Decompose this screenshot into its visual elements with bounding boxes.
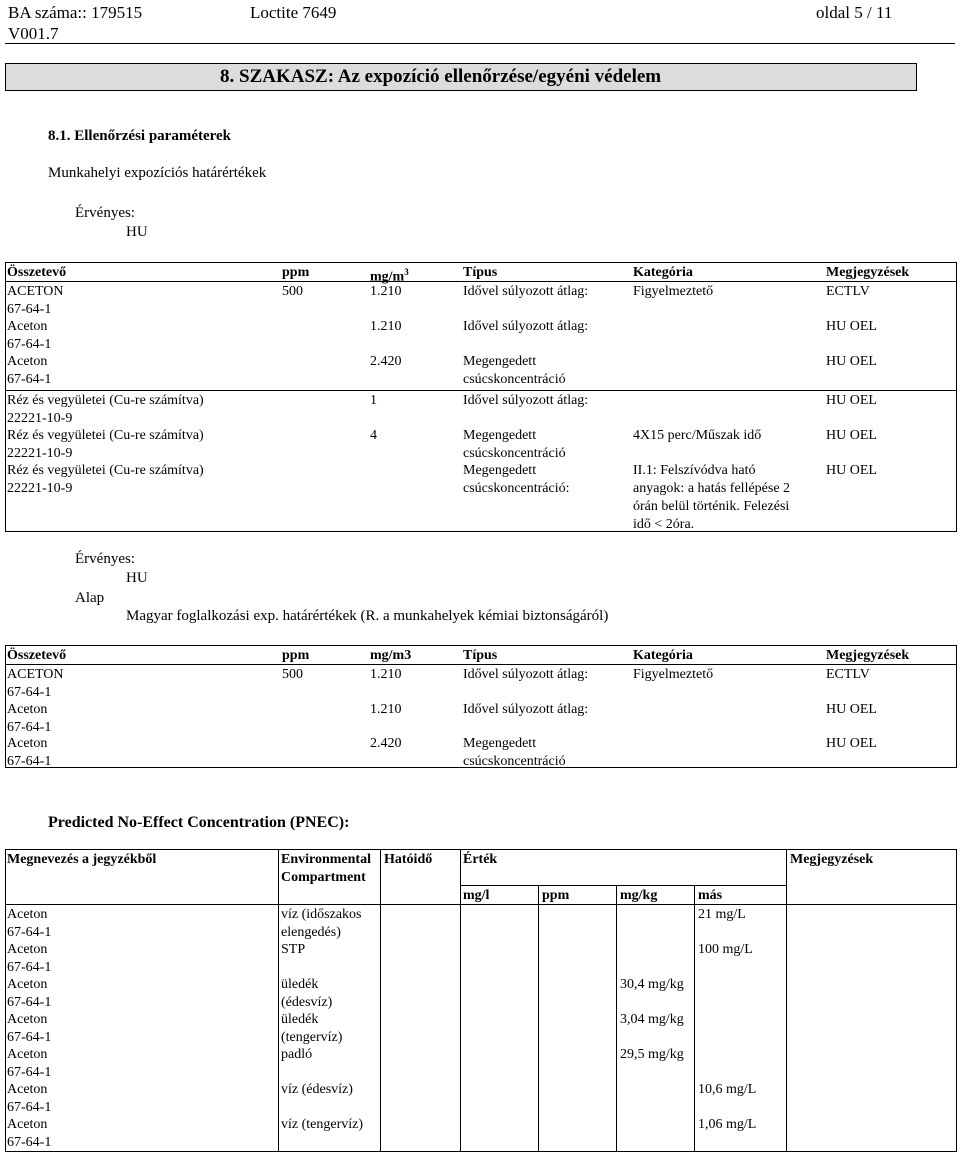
valid-value-2: HU: [126, 570, 148, 586]
col-header-ppm: ppm: [282, 265, 310, 280]
table-row-cas: 67-64-1: [7, 995, 52, 1010]
valid-label-2: Érvényes:: [75, 551, 135, 567]
table-row-type-cont: csúcskoncentráció: [463, 372, 566, 387]
col-header-mgkg: mg/kg: [620, 888, 658, 903]
basis-label: Alap: [75, 590, 105, 606]
header-rule: [5, 664, 957, 665]
table-row-environment: víz (tengervíz): [281, 1117, 364, 1132]
table-row-cas: 67-64-1: [7, 1100, 52, 1115]
version-label: V001.7: [8, 24, 59, 43]
table-row-cas: 67-64-1: [7, 720, 52, 735]
table-row-mg: 1.210: [370, 667, 402, 682]
col-header-notes: Megjegyzések: [790, 852, 874, 867]
section-title: 8. SZAKASZ: Az expozíció ellenőrzése/egyéni védelem: [220, 66, 662, 87]
table-row-type: Megengedett: [463, 428, 537, 443]
table-row-cas: 67-64-1: [7, 1065, 52, 1080]
col-header-mgm3: $mg/m^3$: [370, 267, 409, 285]
table-row-mg: 1.210: [370, 319, 402, 334]
col-header-period: Hatóidő: [384, 852, 433, 867]
table-row-cas: 67-64-1: [7, 754, 52, 769]
table-row-type: Idővel súlyozott átlag:: [463, 393, 589, 408]
table-row-ppm: 500: [282, 667, 303, 682]
table-row-cas: 67-64-1: [7, 302, 52, 317]
table-row-cas: 22221-10-9: [7, 446, 73, 461]
column-rule: [278, 849, 279, 1152]
table-row-cas: 67-64-1: [7, 925, 52, 940]
table-row-environment-cont: elengedés): [281, 925, 341, 940]
table-row-other: 21 mg/L: [698, 907, 746, 922]
table-row-name: Aceton: [7, 907, 48, 922]
table-row-mgkg: 3,04 mg/kg: [620, 1012, 684, 1027]
table-row-environment: üledék: [281, 977, 319, 992]
subsection-title: 8.1. Ellenőrzési paraméterek: [48, 128, 232, 144]
table-row-mg: 1.210: [370, 284, 402, 299]
table-row-environment: padló: [281, 1047, 313, 1062]
table-row-note: ECTLV: [826, 667, 870, 682]
column-rule: [380, 849, 381, 1152]
table-row-mg: 1.210: [370, 702, 402, 717]
table-row-type: Idővel súlyozott átlag:: [463, 319, 589, 334]
column-rule: [616, 885, 617, 1152]
exposure-limits-heading: Munkahelyi expozíciós határértékek: [48, 165, 267, 181]
column-rule: [786, 849, 787, 1152]
col-header-type: Típus: [463, 265, 498, 280]
table-row-category-line: anyagok: a hatás fellépése 2: [633, 481, 791, 496]
col-header-category: Kategória: [633, 265, 693, 280]
table-row-note: ECTLV: [826, 284, 870, 299]
table-row-type-cont: csúcskoncentráció: [463, 446, 566, 461]
table-row-name: Aceton: [7, 702, 48, 717]
column-rule: [538, 885, 539, 1152]
table-row-cas: 67-64-1: [7, 1135, 52, 1150]
table-row-other: 100 mg/L: [698, 942, 753, 957]
col-header-ppm: ppm: [542, 888, 570, 903]
pnec-title: Predicted No-Effect Concentration (PNEC):: [48, 814, 350, 831]
table-row-name: Aceton: [7, 1082, 48, 1097]
col-header-mgl: mg/l: [463, 888, 490, 903]
table-row-type-cont: csúcskoncentráció: [463, 754, 566, 769]
header-rule: [5, 904, 957, 905]
table-row-name: Réz és vegyületei (Cu-re számítva): [7, 463, 204, 478]
col-header-category: Kategória: [633, 648, 693, 663]
table-row-type: Megengedett: [463, 736, 537, 751]
table-row-cas: 22221-10-9: [7, 411, 73, 426]
table-row-mg: 2.420: [370, 354, 402, 369]
document-number: BA száma:: 179515: [8, 3, 143, 22]
table-row-name: Aceton: [7, 942, 48, 957]
col-header-notes: Megjegyzések: [826, 648, 910, 663]
table-row-note: HU OEL: [826, 736, 877, 751]
table-row-name: Aceton: [7, 1117, 48, 1132]
table-row-other: 1,06 mg/L: [698, 1117, 757, 1132]
table-row-type: Idővel súlyozott átlag:: [463, 667, 589, 682]
table-row-name: Aceton: [7, 354, 48, 369]
table-row-name: Aceton: [7, 736, 48, 751]
table-row-note: HU OEL: [826, 702, 877, 717]
col-header-other: más: [698, 888, 723, 903]
table-row-note: HU OEL: [826, 393, 877, 408]
table-row-mg: 2.420: [370, 736, 402, 751]
table-row-ppm: 500: [282, 284, 303, 299]
row-rule: [5, 390, 957, 391]
table-row-environment: víz (édesvíz): [281, 1082, 353, 1097]
table-row-category-line: idő < 2óra.: [633, 517, 695, 532]
table-row-name: ACETON: [7, 284, 64, 299]
col-header-notes: Megjegyzések: [826, 265, 910, 280]
table-row-cas: 67-64-1: [7, 685, 52, 700]
table-row-name: ACETON: [7, 667, 64, 682]
valid-label: Érvényes:: [75, 205, 135, 221]
table-row-note: HU OEL: [826, 428, 877, 443]
table-row-type-cont: csúcskoncentráció:: [463, 481, 570, 496]
column-rule: [694, 885, 695, 1152]
table-row-mgkg: 30,4 mg/kg: [620, 977, 684, 992]
header-divider: [5, 43, 955, 44]
product-name: Loctite 7649: [250, 3, 337, 22]
col-header-mgm3: mg/m3: [370, 648, 412, 663]
table-row-cas: 67-64-1: [7, 1030, 52, 1045]
table-row-type: Megengedett: [463, 463, 537, 478]
table-row-mg: 4: [370, 428, 377, 443]
table-row-category: II.1: Felszívódva ható: [633, 463, 756, 478]
table-row-name: Aceton: [7, 319, 48, 334]
table-row-category: Figyelmeztető: [633, 284, 714, 299]
table-row-category: Figyelmeztető: [633, 667, 714, 682]
table-row-note: HU OEL: [826, 354, 877, 369]
table-row-cas: 67-64-1: [7, 337, 52, 352]
page-number: oldal 5 / 11: [816, 3, 893, 22]
table-row-name: Aceton: [7, 1012, 48, 1027]
valid-value: HU: [126, 224, 148, 240]
subheader-rule: [460, 885, 786, 886]
table-row-cas: 22221-10-9: [7, 481, 73, 496]
table-row-name: Réz és vegyületei (Cu-re számítva): [7, 428, 204, 443]
table-row-environment: üledék: [281, 1012, 319, 1027]
col-header-component: Összetevő: [7, 648, 67, 663]
col-header-type: Típus: [463, 648, 498, 663]
table-row-other: 10,6 mg/L: [698, 1082, 757, 1097]
column-rule: [460, 849, 461, 1152]
table-row-cas: 67-64-1: [7, 372, 52, 387]
table-row-category: 4X15 perc/Műszak idő: [633, 428, 762, 443]
header-rule: [5, 281, 957, 282]
table-row-type: Idővel súlyozott átlag:: [463, 284, 589, 299]
col-header-environment-cont: Compartment: [281, 870, 366, 885]
col-header-name: Megnevezés a jegyzékből: [7, 852, 157, 867]
table-row-environment: víz (időszakos: [281, 907, 362, 922]
table-row-type: Megengedett: [463, 354, 537, 369]
table-row-name: Aceton: [7, 977, 48, 992]
table-row-category-line: órán belül történik. Felezési: [633, 499, 790, 514]
table-row-note: HU OEL: [826, 463, 877, 478]
table-row-mgkg: 29,5 mg/kg: [620, 1047, 684, 1062]
col-header-component: Összetevő: [7, 265, 67, 280]
col-header-environment: Environmental: [281, 852, 371, 867]
table-row-type: Idővel súlyozott átlag:: [463, 702, 589, 717]
table-row-mg: 1: [370, 393, 377, 408]
col-header-ppm: ppm: [282, 648, 310, 663]
table-row-environment-cont: (tengervíz): [281, 1030, 343, 1045]
table-row-name: Réz és vegyületei (Cu-re számítva): [7, 393, 204, 408]
table-row-cas: 67-64-1: [7, 960, 52, 975]
table-row-environment-cont: (édesvíz): [281, 995, 333, 1010]
basis-text: Magyar foglalkozási exp. határértékek (R. a munkahelyek kémiai biztonságáról): [126, 608, 609, 624]
table-row-note: HU OEL: [826, 319, 877, 334]
table-row-name: Aceton: [7, 1047, 48, 1062]
col-header-value: Érték: [463, 852, 498, 867]
table-row-environment: STP: [281, 942, 306, 957]
